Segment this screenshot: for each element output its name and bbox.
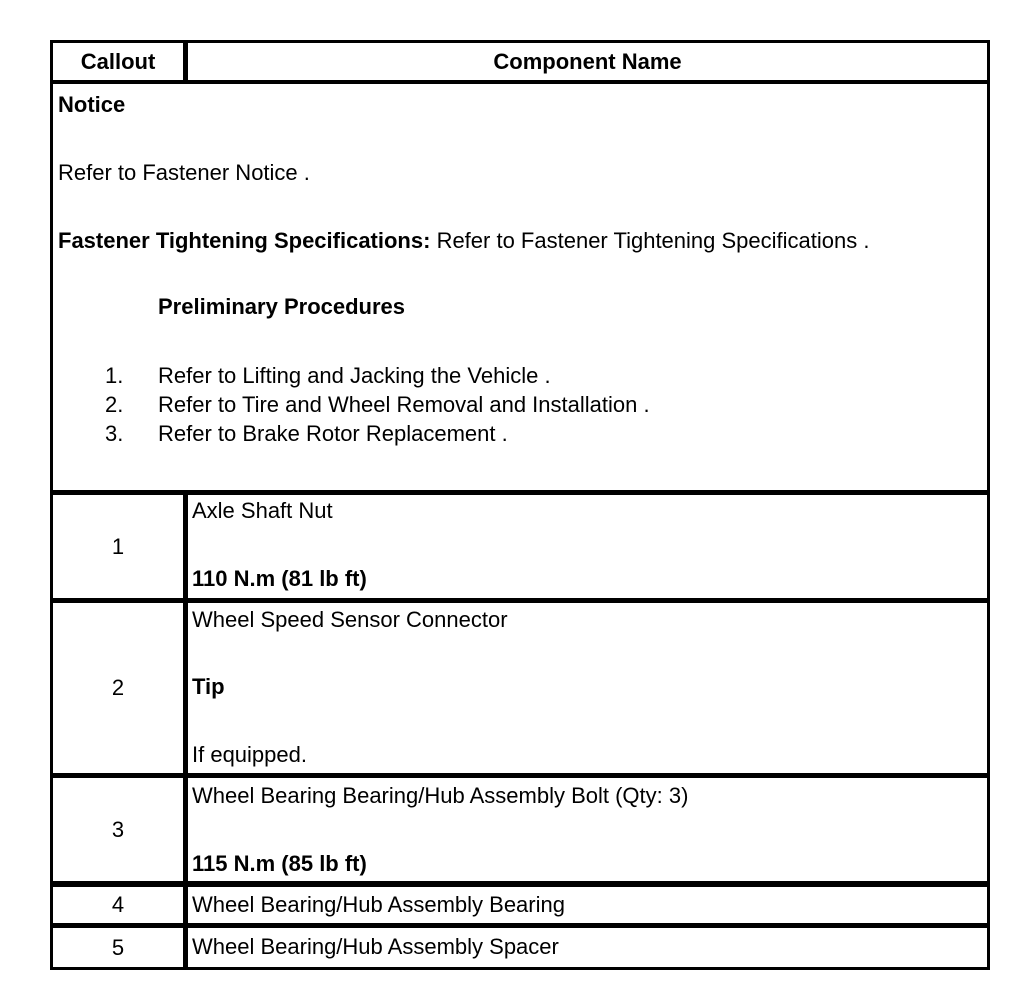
table-row-component <box>188 887 987 923</box>
step-text: Refer to Brake Rotor Replacement . <box>158 421 508 446</box>
callout-number: 1 <box>111 533 125 559</box>
component-name: Wheel Bearing/Hub Assembly Spacer <box>192 934 559 959</box>
torque-spec: 115 N.m (85 lb ft) <box>192 851 367 876</box>
component-name: Wheel Bearing Bearing/Hub Assembly Bolt (Qty: 3) <box>192 783 689 808</box>
header-component-name-label: Component Name <box>493 48 682 74</box>
fastener-notice-text: Refer to Fastener Notice . <box>58 160 310 185</box>
tip-text: If equipped. <box>192 742 307 767</box>
callout-number: 5 <box>111 934 125 960</box>
component-name: Wheel Bearing/Hub Assembly Bearing <box>192 892 565 917</box>
header-component-name <box>188 43 987 80</box>
table-row-callout <box>53 928 183 967</box>
callout-number: 2 <box>111 675 125 700</box>
component-table <box>50 40 990 970</box>
step-text: Refer to Tire and Wheel Removal and Installation . <box>158 392 650 417</box>
fastener-spec-label: Fastener Tightening Specifications: <box>58 228 431 253</box>
component-name: Axle Shaft Nut <box>192 498 333 523</box>
table-row-component <box>188 603 987 773</box>
table-row-component <box>188 495 987 598</box>
callout-number: 4 <box>111 892 125 917</box>
table-row-callout <box>53 603 183 773</box>
table-row-component <box>188 778 987 881</box>
table-row-callout <box>53 778 183 881</box>
step-num: 3. <box>105 421 124 446</box>
table-row-callout <box>53 495 183 598</box>
tip-label: Tip <box>192 674 225 699</box>
header-callout-label: Callout <box>80 48 156 74</box>
torque-spec: 110 N.m (81 lb ft) <box>192 566 367 591</box>
fastener-spec-line <box>58 228 869 254</box>
callout-number: 3 <box>111 816 125 842</box>
notice-block <box>53 84 987 490</box>
header-callout <box>53 43 183 80</box>
step-text: Refer to Lifting and Jacking the Vehicle . <box>158 363 551 388</box>
table-row-component <box>188 928 987 967</box>
preliminary-procedures-heading: Preliminary Procedures <box>158 294 406 319</box>
step-num: 1. <box>105 363 124 388</box>
component-name: Wheel Speed Sensor Connector <box>192 607 508 632</box>
step-num: 2. <box>105 392 124 417</box>
fastener-spec-text: Refer to Fastener Tightening Specifications . <box>436 228 870 253</box>
notice-heading: Notice <box>58 92 126 117</box>
table-row-callout <box>53 887 183 923</box>
